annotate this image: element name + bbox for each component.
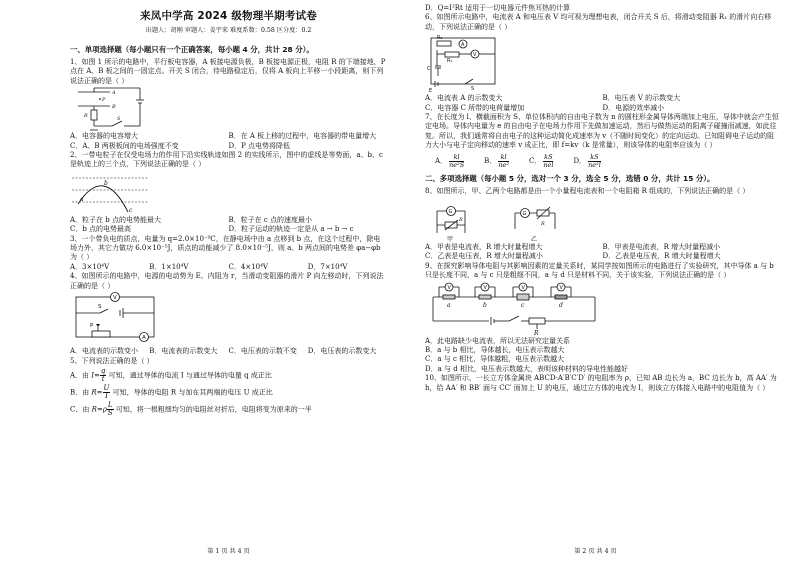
figure-9-label-a: a bbox=[447, 301, 451, 309]
figure-9-voltmeter-b: V bbox=[483, 284, 487, 291]
svg-text:R: R bbox=[459, 216, 463, 223]
exam-title: 来凤中学高 2024 级物理半期考试卷 bbox=[140, 10, 317, 22]
page-1-footer: 第 1 页 共 4 页 bbox=[207, 548, 250, 555]
page-2-footer: 第 2 页 共 4 页 bbox=[574, 548, 617, 555]
question-6-option-a: A．电流表 A 的示数变大 bbox=[425, 94, 503, 103]
question-5-option-d: D．Q=I²Rt 适用于一切电器元件焦耳热的计算 bbox=[425, 4, 571, 12]
question-9-option-d: D．a 与 d 相比，电压表示数越大，表明该种材料的导电性能越好 bbox=[425, 364, 628, 373]
question-9-option-c: C．a 与 c 相比，导体越粗，电压表示数越大 bbox=[425, 355, 565, 364]
figure-9-voltmeter-d: V bbox=[559, 284, 563, 291]
question-9-option-a: A．此电路缺少电流表，所以无法研究定量关系 bbox=[425, 336, 571, 345]
question-7-option-d: D． kS ne²l bbox=[573, 152, 601, 170]
question-10 bbox=[425, 374, 780, 393]
question-8-option-c: C．乙表是电压表，R 增大时量程减小 bbox=[425, 252, 543, 261]
question-8-option-d: D．乙表是电压表，R 增大时量程增大 bbox=[602, 252, 721, 261]
question-6-option-b: B．电压表 V 的示数变大 bbox=[602, 94, 681, 103]
question-2-stem: 2、一带电粒子在仅受电场力的作用下沿实线轨迹如图 2 的实线所示，图中的虚线是等势面，a、b、c 是轨迹上的三个点，下列说法正确的是（ ） bbox=[70, 151, 383, 169]
figure-1-label-b: B bbox=[112, 104, 116, 111]
figure-6-circuit bbox=[425, 32, 505, 94]
question-6-option-c: C．电容器 C 所带的电荷量增加 bbox=[425, 103, 525, 112]
question-6-option-d: D．电源的效率减小 bbox=[602, 103, 665, 112]
question-2-option-b: B．粒子在 c 点的速度最小 bbox=[228, 215, 313, 224]
question-5-option-c: C．由 R=ρ $\frac{L}{S}$ 可知，将一根粗细均匀的电阻丝对折后，电阻将变为原来的一半 bbox=[70, 400, 312, 417]
question-4-stem: 4、如图所示的电路中，电源的电动势为 E、内阻为 r，当滑动变阻器的滑片 P 向左移动时，下列说法正确的是（ ） bbox=[70, 272, 384, 290]
question-1-stem: 1、如图 1 所示的电路中，平行板电容器，A 板接电源负极，B 板接电源正极，电阻 R 的下端接地，P 点在 A、B 板之间的一固定点。开关 S 闭合，待电路稳定后，仅将 A 板向上平移一小段距离，则下列说法正确的是（ ） bbox=[70, 58, 386, 85]
question-4-option-c: C．电压表的示数不变 bbox=[228, 347, 297, 356]
figure-9-voltmeter-a: V bbox=[447, 284, 451, 291]
svg-text:R: R bbox=[541, 220, 545, 227]
svg-text:G: G bbox=[448, 208, 453, 215]
figure-9-voltmeter-c: V bbox=[521, 284, 525, 291]
figure-1-label-s: S bbox=[117, 116, 121, 123]
question-3-option-b: B．1×10⁴V bbox=[149, 262, 189, 271]
question-7-options bbox=[435, 154, 780, 170]
section-2-title: 二、多项选择题（每小题 5 分，选对一个 3 分，选全 5 分，选错 0 分，共计 15 分）。 bbox=[425, 174, 715, 184]
question-1 bbox=[70, 58, 387, 151]
question-3-option-d: D．7×10⁴V bbox=[307, 262, 348, 271]
figure-6-label-v: V bbox=[473, 52, 477, 59]
question-8-option-a: A．甲表是电流表，R 增大时量程增大 bbox=[425, 242, 543, 251]
question-7-option-c: C． kS nel bbox=[528, 152, 554, 170]
exam-meta: 出题人：胡刚 审题人：姜宇来 难度系数：0.58 区分度：0.2 bbox=[145, 27, 312, 34]
figure-6-label-s: S bbox=[471, 86, 475, 93]
question-3-stem: 3、一个带负电的质点，电量为 q=2.0×10⁻⁹C，在静电场中由 a 点移到 b 点，在这个过程中，除电场力外，其它力做功 6.0×10⁻⁵J，质点的动能减少了 8.0×10⁻⁵J，则 a、b 两点间的电势差 φa−φb 为（ ） bbox=[70, 234, 381, 262]
question-1-option-b: B．在 A 板上移的过程中，电容器的带电量增大 bbox=[228, 132, 377, 141]
figure-6-label-r2: R₂ bbox=[437, 35, 443, 42]
question-2-option-c: C．b 点的电势最高 bbox=[70, 225, 132, 234]
figure-8-label-jia: 甲 bbox=[447, 235, 454, 243]
question-2 bbox=[70, 151, 387, 235]
figure-9-label-d: d bbox=[559, 301, 563, 309]
section-1-title: 一、单项选择题（每小题只有一个正确答案，每小题 4 分，共计 28 分）。 bbox=[70, 45, 314, 54]
question-2-option-a: A．粒子在 b 点的电势能最大 bbox=[70, 215, 161, 224]
figure-6-label-a: A bbox=[461, 42, 465, 49]
figure-4-label-p: P bbox=[90, 323, 94, 330]
figure-9-label-c: c bbox=[521, 301, 525, 309]
question-5-option-a: A．由 I= $\frac{q}{t}$ 可知，通过导体的电流 I 与通过导体的电量 q 成正比 bbox=[70, 366, 272, 383]
question-5 bbox=[70, 357, 387, 417]
question-2-option-d: D．粒子运动的轨迹一定是从 a → b → c bbox=[228, 225, 354, 234]
figure-1-label-a: A bbox=[112, 90, 116, 97]
figure-4-label-v: V bbox=[113, 295, 117, 302]
question-3 bbox=[70, 235, 387, 273]
question-4-option-b: B．电流表的示数变大 bbox=[149, 347, 218, 356]
figure-8-jia bbox=[431, 199, 471, 243]
question-6 bbox=[425, 13, 780, 113]
question-5-stem: 5、下列说法正确的是（ ） bbox=[70, 356, 154, 365]
figure-1-capacitor-circuit bbox=[70, 86, 160, 132]
figure-4-label-s: S bbox=[98, 304, 102, 311]
figure-9-circuit bbox=[429, 281, 599, 337]
question-4 bbox=[70, 272, 387, 356]
figure-8-yi bbox=[511, 199, 559, 243]
question-3-option-c: C．4×10⁴V bbox=[228, 262, 268, 271]
question-5-option-b: B．由 R= $\frac{U}{I}$ 可知，导体的电阻 R 与加在其两端的电压 U 成正比 bbox=[70, 383, 273, 400]
figure-6-label-c: C bbox=[427, 66, 431, 73]
figure-2-trajectory bbox=[70, 170, 150, 216]
svg-text:G: G bbox=[522, 210, 527, 217]
figure-2-label-a: a bbox=[80, 195, 84, 203]
question-1-option-c: C．A、B 两极板间的电场强度不变 bbox=[70, 141, 179, 150]
question-7-option-a: A． kl ne²S bbox=[435, 152, 465, 170]
figure-6-label-e: E bbox=[429, 88, 433, 95]
question-9-option-b: B．a 与 b 相比，导体越长，电压表示数越大 bbox=[425, 345, 565, 354]
question-6-stem: 6、如图所示电路中，电流表 A 和电压表 V 均可视为理想电表，闭合开关 S 后，将滑动变阻器 R₁ 的滑片向右移动，下列说法正确的是（ ） bbox=[425, 13, 772, 31]
figure-8-label-yi: 乙 bbox=[531, 235, 538, 243]
right-page bbox=[397, 0, 794, 561]
figure-9-label-r: R bbox=[534, 329, 539, 337]
figure-1-label-r: R bbox=[84, 113, 88, 120]
question-4-option-a: A．电流表的示数变小 bbox=[70, 347, 139, 356]
question-8-stem: 8、如图所示，甲、乙两个电路都是由一个小量程电流表和一个电阻箱 R 组成的，下列说法正确的是（ ） bbox=[425, 187, 750, 196]
figure-4-label-a: A bbox=[142, 335, 146, 342]
question-4-option-d: D．电压表的示数变大 bbox=[307, 347, 377, 356]
figure-2-label-b: b bbox=[104, 179, 108, 187]
question-7-option-b: B． kl ne² bbox=[484, 152, 509, 170]
question-3-option-a: A．3×10⁴V bbox=[70, 262, 110, 271]
figure-1-label-p: P bbox=[102, 97, 106, 104]
question-7 bbox=[425, 113, 780, 169]
question-9 bbox=[425, 262, 780, 374]
question-8-figures bbox=[431, 199, 780, 243]
question-10-stem: 10、如图所示，一长立方体金属块 ABCD-A′B′C′D′ 的电阻率为 ρ，已知 AB 边长为 a，BC 边长为 b，高 AA′ 为 h，给 AA′ 和 BB′ 面与 CC′ 面加上 U 的电压，通过立方体的电流为 I，则该立方体接入电路中的电阻值为（ ） bbox=[425, 374, 777, 392]
question-9-stem: 9、在探究影响导体电阻与其影响因素的定量关系时，某同学按如图所示的电路进行了实验研究，其中导体 a 与 b 只是长度不同，a 与 c 只是粗细不同，a 与 d 只是材料不同，关于该实验，下列说法正确的是（ ） bbox=[425, 261, 774, 280]
figure-2-label-c: c bbox=[129, 206, 133, 214]
question-8 bbox=[425, 187, 780, 261]
question-1-option-d: D．P 点电势将降低 bbox=[228, 141, 291, 150]
figure-9-label-b: b bbox=[483, 301, 487, 309]
question-7-stem: 7、在长度为 l、横截面积为 S、单位体积内的自由电子数为 n 的圆柱形金属导体两端加上电压，导体中就会产生恒定电场。导体内电量为 e 的自由电子在电场力作用下先做加速运动，然后与做热运动的阳离子碰撞而减速，如此往复。所以，我们通常将自由电子的这种运动简化成速率为 v（不随时间变化）的定向运动。已知阻碍电子运动的阻力大小与电子定向移动的速率 v 成正比，即 f=kv（k 是常量），则该导体的电阻率应该为（ ） bbox=[425, 113, 779, 150]
figure-6-label-r1: R₁ bbox=[447, 58, 453, 65]
question-8-option-b: B．甲表是电流表，R 增大时量程减小 bbox=[602, 242, 721, 251]
question-1-option-a: A．电容器的电容增大 bbox=[70, 132, 139, 141]
figure-4-circuit bbox=[70, 291, 166, 347]
